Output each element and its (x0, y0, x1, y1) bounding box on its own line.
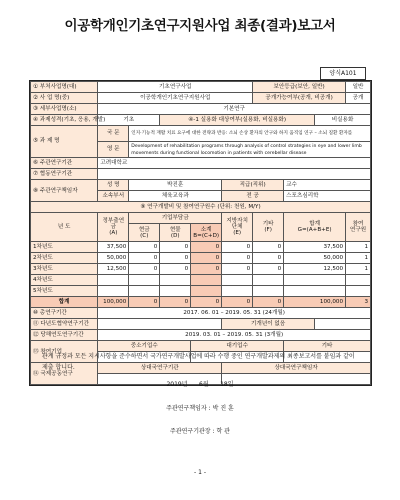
project-title-label: ⑤ 과 제 명 (31, 126, 98, 158)
budget-people-cell: 1 (346, 253, 371, 264)
budget-sum-kind: 0 (160, 297, 191, 308)
budget-row (31, 275, 371, 286)
pi-name-value: 박진훈 (129, 180, 222, 191)
budget-row (31, 264, 371, 275)
budget-local-cell (222, 286, 253, 297)
budget-local-cell: 0 (222, 264, 253, 275)
head-signature-line (0, 426, 400, 435)
budget-people-cell: 1 (346, 242, 371, 253)
budget-subtotal-header: 소계 B=(C+D) (191, 224, 222, 242)
sub-program-value: 기본연구 (98, 104, 371, 115)
pi-position-value: 교수 (284, 180, 371, 191)
budget-gov-cell: 37,500 (98, 242, 129, 253)
budget-sum-local: 0 (222, 297, 253, 308)
budget-other-cell: 0 (253, 253, 284, 264)
budget-row (31, 286, 371, 297)
project-type-value: 기초 (98, 115, 160, 126)
large-count-header: 대기업수 (191, 341, 284, 352)
budget-sum-label: 합계 (31, 297, 98, 308)
budget-year-cell: 2차년도 (31, 253, 98, 264)
budget-section-header: ⑨ 연구개발비 및 참여연구원수 (단위: 천원, M/Y) (31, 202, 371, 213)
report-form (29, 80, 372, 386)
partner-institution-header: 상대국연구기관 (98, 363, 222, 374)
budget-gov-header: 정부출연금 (A) (98, 213, 129, 242)
budget-subtotal-cell: 0 (191, 264, 222, 275)
budget-cash-cell: 0 (129, 242, 160, 253)
budget-kind-cell (160, 286, 191, 297)
budget-gov-cell (98, 275, 129, 286)
page-number: - 1 - (194, 469, 206, 476)
head-signature-name: 학 관 (216, 428, 230, 435)
budget-row (31, 242, 371, 253)
budget-cash-cell: 0 (129, 264, 160, 275)
budget-sum-row (31, 297, 371, 308)
ministry-program-label: ① 부처사업명(대) (31, 82, 98, 93)
total-period-label: ⑩ 총연구기간 (31, 308, 98, 319)
title-kr-value: 인지·기능적 재활 치료 요구에 대한 전략과 반응: 소뇌 손상 환자의 안구와 하지 움직임 연구 – 소뇌 질환 환자를 (129, 126, 371, 142)
budget-total-cell: 50,000 (284, 253, 346, 264)
commercialization-label: ④-1 실용화 대상여부(실용화, 비실용화) (160, 115, 315, 126)
budget-kind-cell (160, 275, 191, 286)
budget-cash-cell: 0 (129, 253, 160, 264)
total-period-value: 2017. 06. 01 – 2019. 05. 31 (24개월) (98, 308, 371, 319)
budget-year-cell: 3차년도 (31, 264, 98, 275)
participating-companies-label: ⑬ 참여기업 (31, 341, 98, 363)
date-year: 2019년 (166, 381, 188, 388)
multi-year-note-label: 기개년이 없음 (222, 319, 315, 330)
pi-dept-header: 소속부서 (98, 191, 129, 202)
multi-year-period-value (98, 319, 222, 330)
budget-sum-gov: 100,000 (98, 297, 129, 308)
budget-year-cell: 1차년도 (31, 242, 98, 253)
budget-local-cell: 0 (222, 253, 253, 264)
pi-signature-name: 박 진 훈 (212, 405, 234, 412)
budget-sum-cash: 0 (129, 297, 160, 308)
budget-row (31, 253, 371, 264)
intl-research-label: ⑭ 국제공동연구 (31, 363, 98, 385)
partner-pi-header: 상대국연구책임자 (222, 363, 371, 374)
submission-date (0, 379, 400, 388)
sme-count-header: 중소기업수 (98, 341, 191, 352)
budget-total-cell: 37,500 (284, 242, 346, 253)
current-period-value: 2019. 03. 01 – 2019. 05. 31 (3개월) (98, 330, 371, 341)
other-count-header: 기타 (284, 341, 371, 352)
ministry-program-value: 기초연구사업 (98, 82, 253, 93)
sub-program-label: ③ 세부사업명(소) (31, 104, 98, 115)
budget-local-cell: 0 (222, 242, 253, 253)
coop-institution-label: ⑦ 협동연구기관 (31, 169, 98, 180)
budget-cash-header: 현금 (C) (129, 224, 160, 242)
budget-total-cell: 12,500 (284, 264, 346, 275)
budget-sum-total: 100,000 (284, 297, 346, 308)
pi-position-header: 직급(직위) (222, 180, 284, 191)
disclosure-label: 공개가능여부(공개, 비공개) (253, 93, 346, 104)
security-level-label: 보안등급(보안, 일반) (253, 82, 346, 93)
budget-subtotal-cell: 0 (191, 242, 222, 253)
coop-institution-value (98, 169, 371, 180)
form-number: 양식A101 (320, 67, 366, 80)
budget-year-cell: 4차년도 (31, 275, 98, 286)
pi-signature-label: 주관연구책임자 : (166, 405, 211, 412)
pi-label: ⑧ 주관연구책임자 (31, 180, 98, 202)
budget-year-header: 년 도 (31, 213, 98, 242)
info-table (30, 81, 371, 385)
multi-year-note-value (315, 319, 371, 330)
budget-people-cell (346, 275, 371, 286)
current-period-label: ⑫ 당해연도연구기간 (31, 330, 98, 341)
budget-other-cell (253, 286, 284, 297)
pi-major-header: 전 공 (222, 191, 284, 202)
title-en-label: 영 문 (98, 142, 129, 158)
budget-people-header: 참여 연구원 (346, 213, 371, 242)
pi-name-header: 성 명 (98, 180, 129, 191)
head-signature-label: 주관연구기관장 : (170, 428, 215, 435)
commercialization-value: 비실용화 (315, 115, 371, 126)
budget-total-cell (284, 275, 346, 286)
budget-other-cell: 0 (253, 242, 284, 253)
budget-other-cell (253, 275, 284, 286)
budget-sum-people: 3 (346, 297, 371, 308)
date-month: 6월 (199, 381, 209, 388)
budget-gov-cell: 50,000 (98, 253, 129, 264)
budget-people-cell (346, 286, 371, 297)
budget-subtotal-cell (191, 275, 222, 286)
lead-institution-label: ⑥ 주관연구기관 (31, 158, 98, 169)
budget-year-cell: 5차년도 (31, 286, 98, 297)
disclosure-value: 공개 (346, 93, 371, 104)
program-name-value: 이공학개인기초연구지원사업 (98, 93, 253, 104)
budget-gov-cell: 12,500 (98, 264, 129, 275)
budget-kind-cell: 0 (160, 242, 191, 253)
pi-signature-line (0, 403, 400, 412)
budget-gov-cell (98, 286, 129, 297)
budget-other-header: 기타 (F) (253, 213, 284, 242)
budget-local-header: 지방자치 단체 (E) (222, 213, 253, 242)
budget-private-header: 기업부담금 (129, 213, 222, 224)
budget-kind-cell: 0 (160, 253, 191, 264)
budget-kind-cell: 0 (160, 264, 191, 275)
program-name-label: ② 사 업 명(중) (31, 93, 98, 104)
submission-statement: 관계 규정과 모든 지시사항을 준수하면서 국가연구개발사업에 따라 수행 중인 연구개발과제의 최종보고서를 붙임과 같이 제출 합니다. (42, 353, 355, 371)
date-day: 18일 (220, 381, 234, 388)
title-kr-label: 국 문 (98, 126, 129, 142)
pi-major-value: 스포츠심리학 (284, 191, 371, 202)
budget-cash-cell (129, 286, 160, 297)
budget-other-cell: 0 (253, 264, 284, 275)
budget-cash-cell (129, 275, 160, 286)
budget-sum-other: 0 (253, 297, 284, 308)
document-title: 이공학개인기초연구지원사업 최종(결과)보고서 (64, 18, 336, 34)
budget-kind-header: 현물 (D) (160, 224, 191, 242)
security-level-value: 일반 (346, 82, 371, 93)
project-type-label: ④ 과제성격(기초, 응용, 개발) (31, 115, 98, 126)
budget-people-cell: 1 (346, 264, 371, 275)
lead-institution-value: 고려대학교 (98, 158, 371, 169)
budget-total-cell (284, 286, 346, 297)
budget-local-cell (222, 275, 253, 286)
budget-subtotal-cell: 0 (191, 253, 222, 264)
multi-year-period-label: ⑪ 다년도협약연구기간 (31, 319, 98, 330)
budget-sum-subtotal: 0 (191, 297, 222, 308)
title-en-value: Development of rehabilitation programs through analysis of control strategies in eye and lower limb movements during functional locomotion in patients with cerebellar disease (129, 142, 371, 158)
pi-dept-value: 체육교육과 (129, 191, 222, 202)
budget-total-header: 합계 G=(A+B+E) (284, 213, 346, 242)
budget-subtotal-cell (191, 286, 222, 297)
